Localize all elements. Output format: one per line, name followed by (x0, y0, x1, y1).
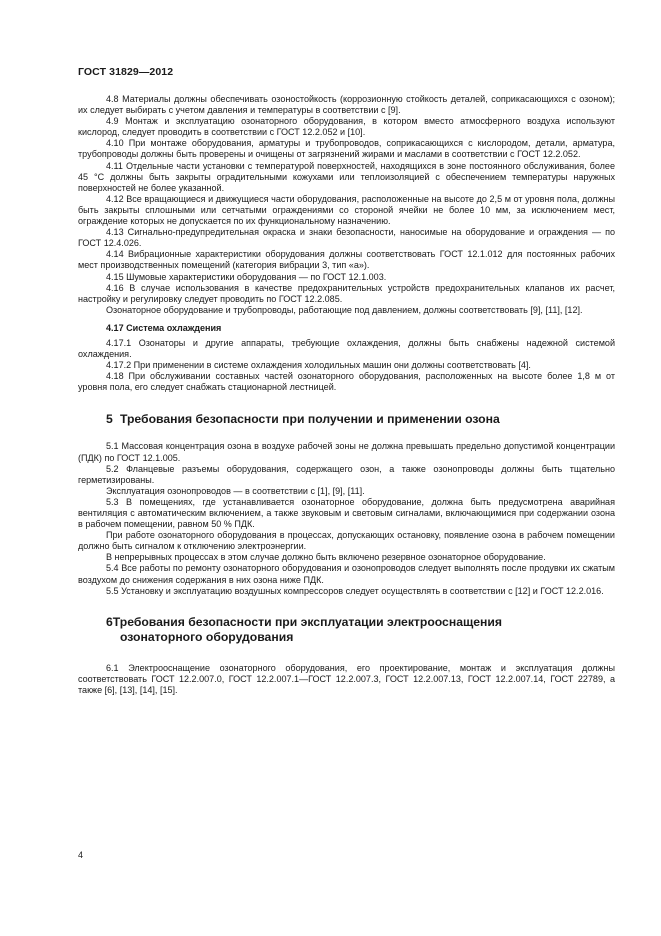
paragraph: 4.16 В случае использования в качестве предохранительных устройств предохранительных клапанов их расчет, настройку и регулировку следует проводить по ГОСТ 12.2.085. (78, 282, 615, 304)
section-number: 5 (106, 412, 113, 427)
paragraph: 4.17.2 При применении в системе охлаждения холодильных машин они должны соответствовать [4]. (106, 360, 531, 371)
paragraph: 4.13 Сигнально-предупредительная окраска и знаки безопасности, наносимые на оборудование и ограждения — по ГОСТ 12.4.026. (78, 227, 615, 249)
document-header: ГОСТ 31829—2012 (78, 66, 174, 78)
paragraph: 4.14 Вибрационные характеристики оборудования должны соответствовать ГОСТ 12.1.012 для постоянных рабочих мест производственных помещений (категория вибрации 3, тип «а»). (78, 249, 615, 271)
paragraph: 6.1 Электрооснащение озонаторного оборудования, его проектирование, монтаж и эксплуатация должны соответствовать ГОСТ 12.2.007.0, ГОСТ 12.2.007.1—ГОСТ 12.2.007.3, ГОСТ 12.2.007.13, ГОСТ 12.2.007.14, ГОСТ 22789, а также [6], [13], [14], [15]. (78, 662, 615, 695)
paragraph: В непрерывных процессах в этом случае должно быть включено резервное озонаторное оборудование. (106, 552, 546, 563)
paragraph: 4.17.1 Озонаторы и другие аппараты, требующие охлаждения, должны быть снабжены надежной системой охлаждения. (78, 337, 615, 360)
paragraph: 5.2 Фланцевые разъемы оборудования, содержащего озон, а также озонопроводы должны быть тщательно герметизированы. (78, 463, 615, 485)
paragraph: 5.1 Массовая концентрация озона в воздухе рабочей зоны не должна превышать предельно допустимой концентрации (ПДК) по ГОСТ 12.1.005. (78, 441, 615, 463)
section-title: Требования безопасности при получении и применении озона (120, 412, 500, 427)
section-heading (106, 615, 615, 645)
subsection-title: 4.17 Система охлаждения (106, 322, 222, 333)
paragraph: 4.9 Монтаж и эксплуатацию озонаторного оборудования, в котором вместо атмосферного воздуха используют кислород, следует проводить в соответствии с ГОСТ 12.2.052 и [10]. (78, 116, 615, 138)
document-body (78, 94, 615, 696)
paragraph: 4.12 Все вращающиеся и движущиеся части оборудования, расположенные на высоте до 2,5 м от уровня пола, должны быть закрыты сплошными или сетчатыми ограждениями со стороной ячейки не более 10 мм, за исключением мест, ограждение которых не допускается по их функциональному назначению. (78, 193, 615, 227)
section-title-line2: озонаторного оборудования (120, 629, 294, 644)
paragraph: 5.3 В помещениях, где устанавливается озонаторное оборудование, должна быть предусмотрена аварийная вентиляция с автоматическим включением, а также звуковым и световым сигналами, включающимися при содержании озона в рабочем помещении, равном 50 % ПДК. (78, 496, 615, 530)
paragraph: 5.5 Установку и эксплуатацию воздушных компрессоров следует осуществлять в соответствии с [12] и ГОСТ 12.2.016. (106, 585, 604, 596)
section-heading (106, 412, 615, 427)
section-number: 6 (106, 614, 113, 629)
section-title-line1: Требования безопасности при эксплуатации электрооснащения (112, 614, 502, 629)
paragraph: Эксплуатация озонопроводов — в соответствии с [1], [9], [11]. (106, 485, 365, 496)
paragraph: 4.8 Материалы должны обеспечивать озоностойкость (коррозионную стойкость деталей, соприкасающихся с озоном); их следует выбирать с учетом давления и температуры в соответствии с [9]. (78, 94, 615, 116)
paragraph: 4.18 При обслуживании составных частей озонаторного оборудования, расположенных на высоте более 1,8 м от уровня пола, его следует снабжать стационарной лестницей. (78, 371, 615, 393)
paragraph: 4.15 Шумовые характеристики оборудования — по ГОСТ 12.1.003. (106, 271, 387, 282)
section-6 (78, 615, 615, 696)
section-5 (78, 412, 615, 596)
paragraph: 4.11 Отдельные части установки с температурой поверхностей, находящихся в зоне постоянного обслуживания, более 45 °С должны быть закрыты оградительными кожухами или теплоизоляцией с обеспечением температуры наружных поверхностей не более указанной. (78, 160, 615, 193)
paragraph: 4.10 При монтаже оборудования, арматуры и трубопроводов, соприкасающихся с кислородом, детали, арматура, трубопроводы должны быть проверены и очищены от загрязнений жирами и маслами в соответствии с ГОСТ 12.2.052. (78, 138, 615, 160)
paragraph: 5.4 Все работы по ремонту озонаторного оборудования и озонопроводов следует выполнять после продувки их сжатым воздухом до снижения содержания в них озона ниже ПДК. (78, 563, 615, 585)
page-number: 4 (78, 850, 84, 860)
paragraph: При работе озонаторного оборудования в процессах, допускающих остановку, появление озона в рабочем помещении должно быть сигналом к отключению электроэнергии. (78, 530, 615, 552)
paragraph: Озонаторное оборудование и трубопроводы, работающие под давлением, должны соответствовать [9], [11], [12]. (106, 304, 583, 315)
section-4-continued (78, 94, 615, 393)
